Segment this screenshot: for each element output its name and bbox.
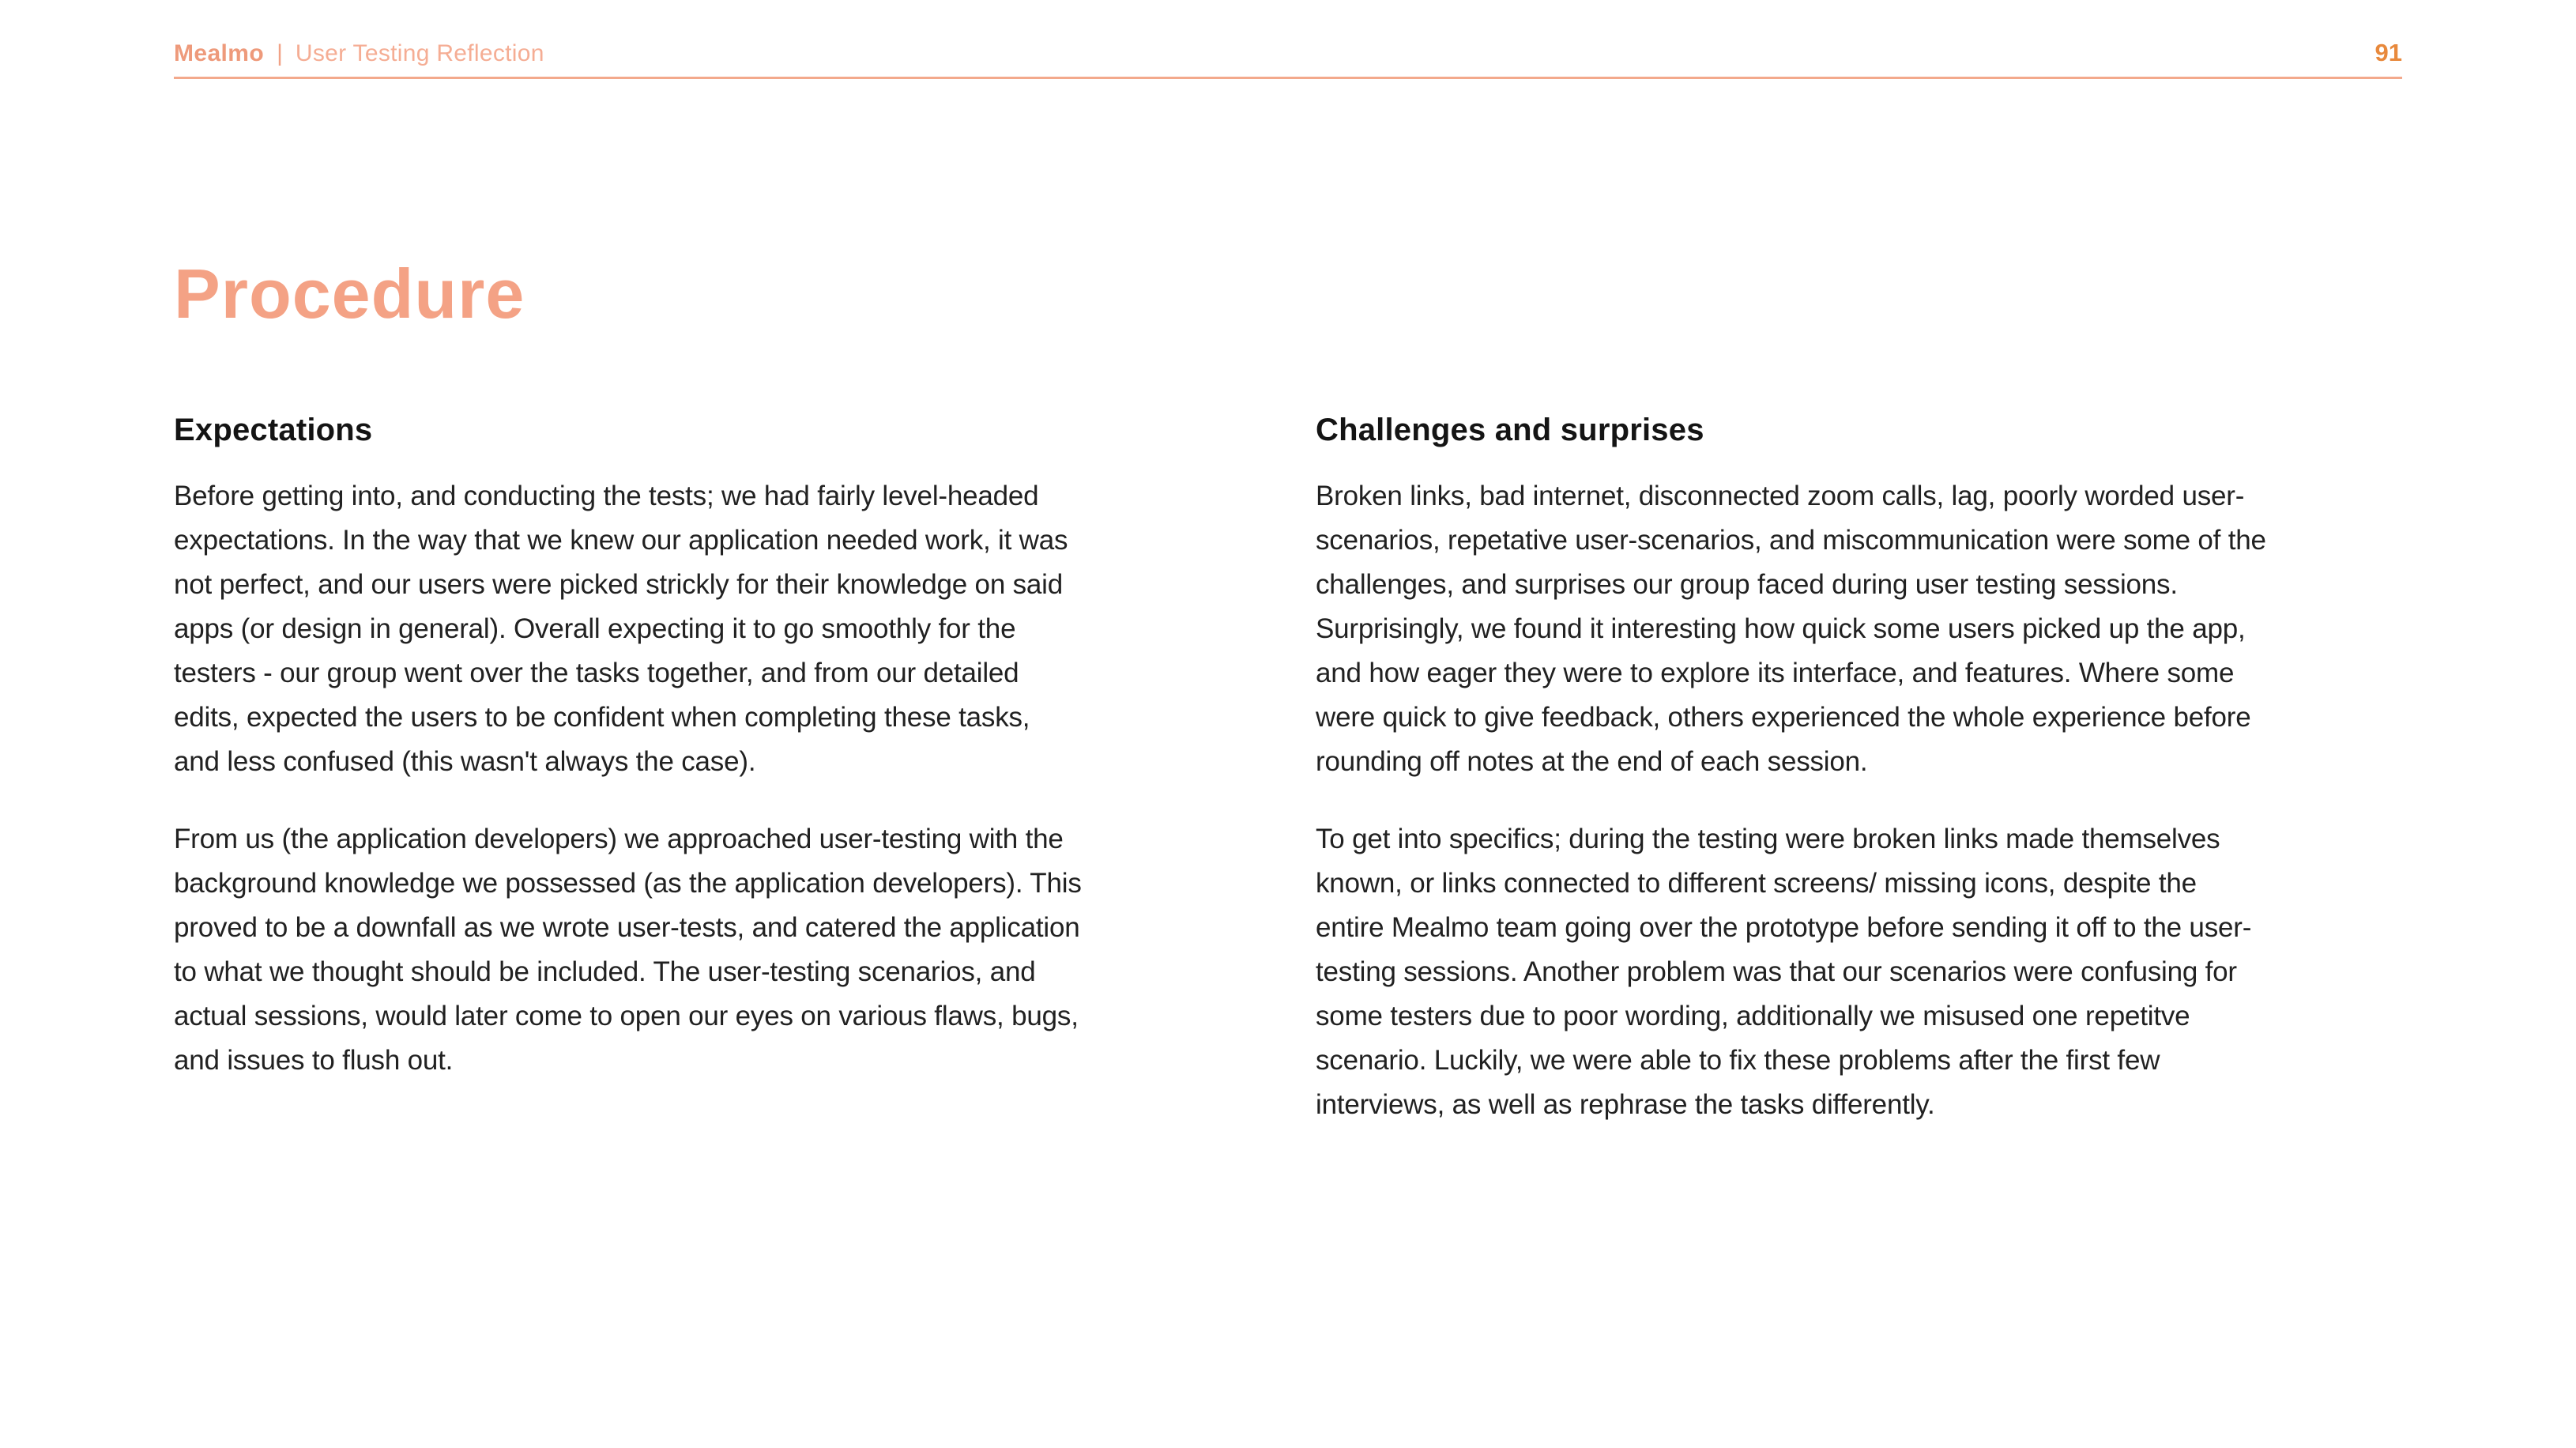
page-title: Procedure	[174, 255, 525, 333]
paragraph: Before getting into, and conducting the tests; we had fairly level-headed expectations. In the way that we knew our application needed work, it was not perfect, and our users were picked strickly for their knowledge on said apps (or design in general). Overall expecting it to go smoothly for the testers - our group went over the tasks together, and from our detailed edits, expected the users to be confident when completing these tasks, and less confused (this wasn't always the case).	[174, 481, 1068, 777]
column-challenges-and-surprises	[1316, 413, 2272, 1127]
column-heading: Expectations	[174, 413, 373, 447]
page-header	[174, 0, 2402, 67]
header-divider: |	[277, 40, 283, 66]
column-expectations	[174, 413, 1083, 1127]
column-heading: Challenges and surprises	[1316, 413, 1704, 447]
paragraph: To get into specifics; during the testing were broken links made themselves known, or links connected to different screens/ missing icons, despite the entire Mealmo team going over the prototype before sending it off to the user-testing sessions. Another problem was that our scenarios were confusing for some testers due to poor wording, additionally we misused one repetitve scenario. Luckily, we were able to fix these problems after the first few interviews, as well as rephrase the tasks differently.	[1316, 824, 2252, 1120]
header-rule	[174, 77, 2402, 79]
document-title: User Testing Reflection	[295, 40, 544, 66]
brand-name: Mealmo	[174, 40, 265, 66]
page-number: 91	[2375, 39, 2402, 66]
paragraph: From us (the application developers) we approached user-testing with the background knowledge we possessed (as the application developers). This proved to be a downfall as we wrote user-tests, and catered the application to what we thought should be included. The user-testing scenarios, and actual sessions, would later come to open our eyes on various flaws, bugs, and issues to flush out.	[174, 824, 1082, 1076]
paragraph: Broken links, bad internet, disconnected zoom calls, lag, poorly worded user-scenarios, repetative user-scenarios, and miscommunication were some of the challenges, and surprises our group faced during user testing sessions. Surprisingly, we found it interesting how quick some users picked up the app, and how eager they were to explore its interface, and features. Where some were quick to give feedback, others experienced the whole experience before rounding off notes at the end of each session.	[1316, 481, 2266, 777]
content-columns	[174, 413, 2402, 1127]
